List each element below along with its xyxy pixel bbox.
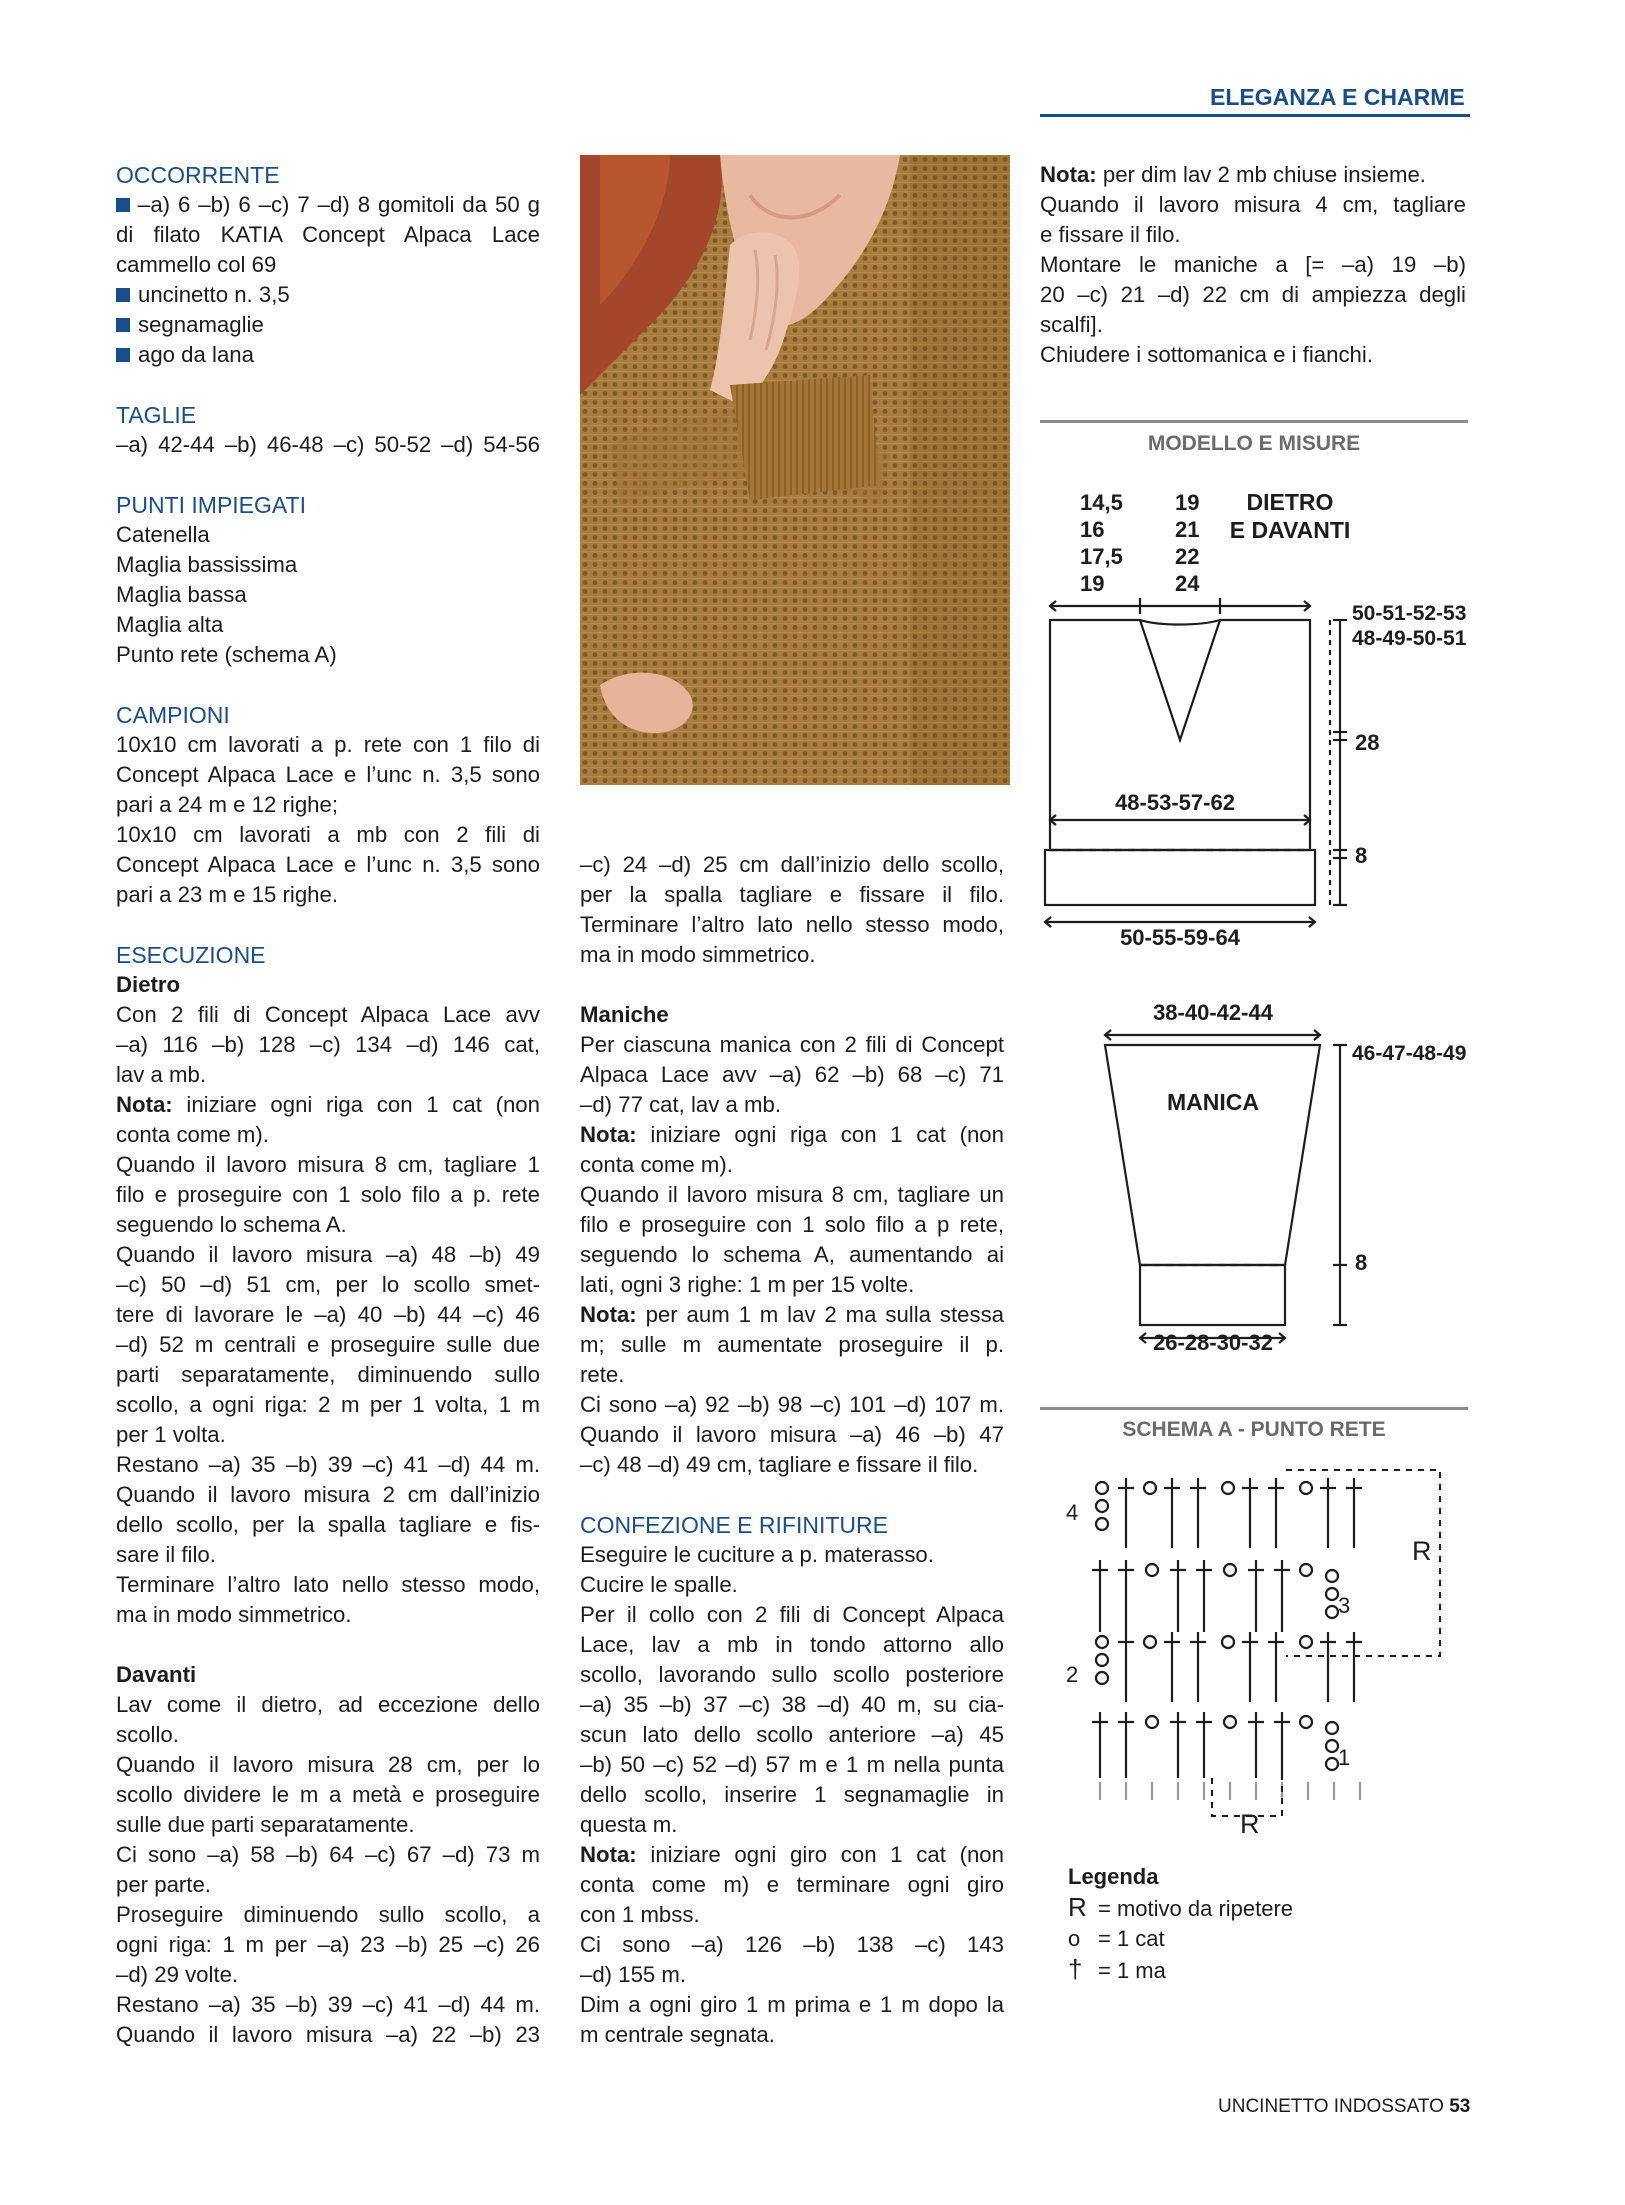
dietro-line: Quando il lavoro misura 8 cm, tagliare 1 <box>116 1152 540 1177</box>
sweater-photo <box>580 155 1010 785</box>
treble-icon <box>1274 1712 1290 1778</box>
treble-icon <box>1196 1712 1212 1778</box>
footer-magazine: UNCINETTO INDOSSATO <box>1218 2096 1444 2117</box>
dietro-line: parti separatamente, diminuendo sullo <box>116 1362 540 1387</box>
chain-icon <box>1144 1482 1156 1494</box>
occorrente-yarn-line: di filato KATIA Concept Alpaca Lace <box>116 222 540 247</box>
punti-item: Maglia bassissima <box>116 552 298 577</box>
heading-punti: PUNTI IMPIEGATI <box>116 492 306 518</box>
neck-value: 19 <box>1175 490 1200 515</box>
width-upper-label: 48-53-57-62 <box>1115 790 1235 815</box>
dietro-line: scollo, a ogni riga: 2 m per 1 volta, 1 m <box>116 1392 540 1417</box>
subheading-davanti: Davanti <box>116 1662 197 1687</box>
maniche-line: rete. <box>580 1362 625 1387</box>
diagram-title: MODELLO E MISURE <box>1147 432 1361 455</box>
dietro-line: –d) 52 m centrali e proseguire sulle due <box>116 1332 540 1357</box>
treble-icon <box>1118 1632 1134 1702</box>
column-right <box>1040 160 1466 370</box>
shoulder-value: 16 <box>1080 517 1105 542</box>
subheading-dietro: Dietro <box>116 972 181 997</box>
treble-icon <box>1242 1632 1258 1702</box>
chain-icon <box>1144 1636 1156 1648</box>
chain-icon <box>1300 1564 1312 1576</box>
chain-icon <box>1146 1564 1158 1576</box>
neck-depth-label: 28 <box>1355 730 1380 755</box>
body-label: E DAVANTI <box>1229 517 1351 543</box>
dietro-line: dello scollo, per la spalla tagliare e fis- <box>116 1512 540 1537</box>
maniche-line: Per ciascuna manica con 2 fili di Concept <box>580 1032 1004 1057</box>
col3-line: scalfi]. <box>1040 312 1103 337</box>
width-lower-label: 50-55-59-64 <box>1120 925 1240 950</box>
legend-text: = motivo da ripetere <box>1098 1896 1294 1921</box>
treble-symbol-icon: † <box>1068 1954 1083 1984</box>
sleeve-length-label: 46-47-48-49 <box>1352 1042 1467 1065</box>
dietro-line: Quando il lavoro misura –a) 48 –b) 49 <box>116 1242 540 1267</box>
dietro-line: lav a mb. <box>116 1062 207 1087</box>
nota-text: iniziare ogni riga con 1 cat (non <box>172 1092 540 1117</box>
maniche-nota-line <box>580 1300 1004 1330</box>
treble-icon <box>1248 1560 1264 1632</box>
legend-row <box>1068 1954 1408 1986</box>
sleeve-rib-label: 8 <box>1355 1250 1368 1275</box>
nota-text: iniziare ogni giro con 1 cat (non <box>636 1842 1004 1867</box>
maniche-line: conta come m). <box>580 1152 733 1177</box>
confezione-line: scun lato dello scollo anteriore –a) 45 <box>580 1722 1004 1747</box>
chain-icon <box>1224 1564 1236 1576</box>
dietro-line: conta come m). <box>116 1122 269 1147</box>
maniche-line: Ci sono –a) 92 –b) 98 –c) 101 –d) 107 m. <box>580 1392 1004 1417</box>
campioni-line: Concept Alpaca Lace e l’unc n. 3,5 sono <box>116 852 540 877</box>
treble-icon <box>1164 1478 1180 1548</box>
heading-confezione: CONFEZIONE E RIFINITURE <box>580 1512 888 1538</box>
subheading-maniche: Maniche <box>580 1002 669 1027</box>
row-label: 4 <box>1066 1500 1079 1525</box>
chain-icon <box>1326 1758 1338 1770</box>
maniche-line: seguendo lo schema A, aumentando ai <box>580 1242 1004 1267</box>
dietro-line: seguendo lo schema A. <box>116 1212 347 1237</box>
dietro-line: Quando il lavoro misura 2 cm dall’inizio <box>116 1482 540 1507</box>
chain-icon <box>1300 1716 1312 1728</box>
chain-icon <box>1096 1636 1108 1648</box>
shoulder-value: 17,5 <box>1080 544 1123 569</box>
occorrente-item-markers <box>116 310 540 340</box>
chain-icon <box>1146 1716 1158 1728</box>
header-rule <box>1040 114 1470 117</box>
dietro-line: Terminare l’altro lato nello stesso modo, <box>116 1572 540 1597</box>
legend <box>1068 1862 1408 1986</box>
punti-item: Catenella <box>116 522 210 547</box>
stitch-chart <box>1060 1460 1450 1840</box>
davanti-line: sulle due parti separatamente. <box>116 1812 415 1837</box>
nota-label: Nota: <box>580 1302 637 1327</box>
treble-icon <box>1346 1632 1362 1702</box>
col3-nota-line <box>1040 160 1466 190</box>
dietro-line: per 1 volta. <box>116 1422 226 1447</box>
heading-campioni: CAMPIONI <box>116 702 230 728</box>
dietro-line: tere di lavorare le –a) 40 –b) 44 –c) 46 <box>116 1302 540 1327</box>
dietro-line: sare il filo. <box>116 1542 216 1567</box>
taglie-text: –a) 42-44 –b) 46-48 –c) 50-52 –d) 54-56 <box>116 432 540 457</box>
campioni-line: 10x10 cm lavorati a p. rete con 1 filo di <box>116 732 540 757</box>
campioni-line: Concept Alpaca Lace e l’unc n. 3,5 sono <box>116 762 540 787</box>
neck-value: 21 <box>1175 517 1200 542</box>
nota-text: iniziare ogni riga con 1 cat (non <box>636 1122 1004 1147</box>
punti-item: Punto rete (schema A) <box>116 642 337 667</box>
body-label: DIETRO <box>1246 489 1334 515</box>
davanti-line: Restano –a) 35 –b) 39 –c) 41 –d) 44 m. <box>116 1992 540 2017</box>
nota-label: Nota: <box>580 1842 637 1867</box>
davanti-line: Proseguire diminuendo sullo scollo, a <box>116 1902 540 1927</box>
chain-icon <box>1326 1588 1338 1600</box>
maniche-line: filo e proseguire con 1 solo filo a p rete, <box>580 1212 1004 1237</box>
confezione-line: conta come m) e terminare ogni giro <box>580 1872 1004 1897</box>
nota-label: Nota: <box>580 1122 637 1147</box>
occorrente-hook-text: uncinetto n. 3,5 <box>138 282 290 307</box>
neck-value: 22 <box>1175 544 1200 569</box>
row-label: 1 <box>1338 1745 1351 1770</box>
confezione-line: con 1 mbss. <box>580 1902 700 1927</box>
cont-line: Terminare l’altro lato nello stesso modo, <box>580 912 1004 937</box>
bullet-square-icon <box>116 288 130 302</box>
col3-line: 20 –c) 21 –d) 22 cm di ampiezza degli <box>1040 282 1466 307</box>
treble-icon <box>1170 1560 1186 1632</box>
confezione-line: m centrale segnata. <box>580 2022 775 2047</box>
legend-text: = 1 ma <box>1098 1958 1166 1983</box>
maniche-nota-line <box>580 1120 1004 1150</box>
col3-line: Montare le maniche a [= –a) 19 –b) <box>1040 252 1466 277</box>
col3-line: Quando il lavoro misura 4 cm, tagliare <box>1040 192 1466 217</box>
treble-icon <box>1164 1632 1180 1702</box>
chain-icon <box>1096 1482 1108 1494</box>
body-rib <box>1045 850 1315 905</box>
occorrente-markers-text: segnamaglie <box>138 312 264 337</box>
height-total-label: 48-49-50-51 <box>1352 627 1467 650</box>
repeat-label: R <box>1412 1536 1432 1566</box>
schema-rule <box>1040 1407 1468 1410</box>
occorrente-needle-text: ago da lana <box>138 342 254 367</box>
treble-icon <box>1242 1478 1258 1548</box>
stitch-symbols <box>1092 1478 1362 1778</box>
heading-taglie: TAGLIE <box>116 402 197 428</box>
maniche-line: –c) 48 –d) 49 cm, tagliare e fissare il filo. <box>580 1452 979 1477</box>
neck-value: 24 <box>1175 571 1200 596</box>
punti-item: Maglia alta <box>116 612 224 637</box>
diagram-rule <box>1040 420 1468 423</box>
campioni-line: pari a 23 m e 15 righe. <box>116 882 339 907</box>
treble-icon <box>1268 1478 1284 1548</box>
dietro-line: –c) 50 –d) 51 cm, per lo scollo smet- <box>116 1272 540 1297</box>
confezione-line: Eseguire le cuciture a p. materasso. <box>580 1542 934 1567</box>
treble-icon <box>1196 1560 1212 1632</box>
chain-icon <box>1326 1722 1338 1734</box>
dietro-line: Con 2 fili di Concept Alpaca Lace avv <box>116 1002 540 1027</box>
footer <box>1218 2096 1470 2118</box>
confezione-line: Cucire le spalle. <box>580 1572 738 1597</box>
confezione-line: questa m. <box>580 1812 678 1837</box>
davanti-line: per parte. <box>116 1872 211 1897</box>
confezione-line: Per il collo con 2 fili di Concept Alpaca <box>580 1602 1004 1627</box>
maniche-line: –d) 77 cat, lav a mb. <box>580 1092 782 1117</box>
confezione-line: scollo, lavorando sullo scollo posteriore <box>580 1662 1004 1687</box>
repeat-symbol-icon: R <box>1068 1892 1087 1922</box>
chain-icon <box>1096 1518 1108 1530</box>
nota-label: Nota: <box>116 1092 173 1117</box>
row-label: 2 <box>1066 1662 1079 1687</box>
rib-height-label: 8 <box>1355 843 1368 868</box>
chain-icon <box>1096 1500 1108 1512</box>
occorrente-item-hook <box>116 280 540 310</box>
dietro-line: Restano –a) 35 –b) 39 –c) 41 –d) 44 m. <box>116 1452 540 1477</box>
treble-icon <box>1320 1632 1336 1702</box>
confezione-line: Ci sono –a) 126 –b) 138 –c) 143 <box>580 1932 1004 1957</box>
col3-line: e fissare il filo. <box>1040 222 1181 247</box>
chain-icon <box>1096 1654 1108 1666</box>
confezione-nota-line <box>580 1840 1004 1870</box>
chain-icon <box>1326 1606 1338 1618</box>
sleeve-rib <box>1140 1265 1285 1325</box>
page-number: 53 <box>1449 2096 1471 2117</box>
sleeve-bottom-label: 26-28-30-32 <box>1153 1330 1273 1355</box>
confezione-line: –a) 35 –b) 37 –c) 38 –d) 40 m, su cia- <box>580 1692 1004 1717</box>
shoulder-value: 19 <box>1080 571 1105 596</box>
treble-icon <box>1268 1632 1284 1702</box>
column-left <box>116 160 540 2050</box>
chain-icon <box>1224 1716 1236 1728</box>
occorrente-yarn-line: –a) 6 –b) 6 –c) 7 –d) 8 gomitoli da 50 g <box>138 192 540 217</box>
height-total-label: 50-51-52-53 <box>1352 602 1467 625</box>
sleeve-outline <box>1105 1045 1320 1265</box>
sweater-illustration <box>580 155 1010 785</box>
sleeve-label: MANICA <box>1167 1089 1259 1115</box>
repeat-label: R <box>1240 1809 1260 1839</box>
section-title: ELEGANZA E CHARME <box>1210 84 1465 110</box>
davanti-line: Quando il lavoro misura 28 cm, per lo <box>116 1752 540 1777</box>
chain-icon <box>1300 1482 1312 1494</box>
neckline-v <box>1140 620 1220 740</box>
row-label: 3 <box>1338 1593 1351 1618</box>
treble-icon <box>1346 1478 1362 1548</box>
campioni-line: 10x10 cm lavorati a mb con 2 fili di <box>116 822 540 847</box>
confezione-line: dello scollo, inserire 1 segnamaglie in <box>580 1782 1004 1807</box>
dietro-nota-line <box>116 1090 540 1120</box>
treble-icon <box>1118 1478 1134 1548</box>
dietro-line: ma in modo simmetrico. <box>116 1602 352 1627</box>
nota-text: per dim lav 2 mb chiuse insieme. <box>1096 162 1426 187</box>
occorrente-yarn-line: cammello col 69 <box>116 252 277 277</box>
sleeve-top-label: 38-40-42-44 <box>1153 1000 1273 1025</box>
chain-icon <box>1222 1482 1234 1494</box>
davanti-line: Ci sono –a) 58 –b) 64 –c) 67 –d) 73 m <box>116 1842 540 1867</box>
treble-icon <box>1248 1712 1264 1778</box>
legend-title: Legenda <box>1068 1864 1159 1889</box>
legend-row <box>1068 1892 1408 1924</box>
nota-label: Nota: <box>1040 162 1097 187</box>
heading-esecuzione: ESECUZIONE <box>116 942 266 968</box>
treble-icon <box>1118 1560 1134 1632</box>
confezione-line: Dim a ogni giro 1 m prima e 1 m dopo la <box>580 1992 1004 2017</box>
chain-icon <box>1096 1672 1108 1684</box>
chain-icon <box>1300 1636 1312 1648</box>
confezione-line: –b) 50 –c) 52 –d) 57 m e 1 m nella punta <box>580 1752 1004 1777</box>
chain-symbol-icon: o <box>1068 1926 1081 1951</box>
confezione-line: Lace, lav a mb in tondo attorno allo <box>580 1632 1004 1657</box>
measurement-diagram <box>1030 470 1480 1370</box>
nota-text: per aum 1 m lav 2 ma sulla stessa <box>636 1302 1004 1327</box>
treble-icon <box>1092 1560 1108 1632</box>
dietro-line: filo e proseguire con 1 solo filo a p. rete <box>116 1182 540 1207</box>
cont-line: ma in modo simmetrico. <box>580 942 816 967</box>
maniche-line: lati, ogni 3 righe: 1 m per 15 volte. <box>580 1272 915 1297</box>
col3-line: Chiudere i sottomanica e i fianchi. <box>1040 342 1373 367</box>
chain-icon <box>1222 1636 1234 1648</box>
occorrente-item-yarn <box>116 190 540 220</box>
body-outline <box>1050 620 1310 850</box>
shoulder-value: 14,5 <box>1080 490 1123 515</box>
foundation-chain-marks <box>1100 1782 1360 1800</box>
treble-icon <box>1190 1632 1206 1702</box>
bullet-square-icon <box>116 198 130 212</box>
chain-icon <box>1326 1740 1338 1752</box>
maniche-line: m; sulle m aumentate proseguire il p. <box>580 1332 1004 1357</box>
heading-occorrente: OCCORRENTE <box>116 162 280 188</box>
maniche-line: Alpaca Lace avv –a) 62 –b) 68 –c) 71 <box>580 1062 1004 1087</box>
davanti-line: Quando il lavoro misura –a) 22 –b) 23 <box>116 2022 540 2047</box>
campioni-line: pari a 24 m e 12 righe; <box>116 792 339 817</box>
legend-row <box>1068 1924 1408 1954</box>
treble-icon <box>1190 1478 1206 1548</box>
treble-icon <box>1320 1478 1336 1548</box>
cont-line: –c) 24 –d) 25 cm dall’inizio dello scollo, <box>580 852 1004 877</box>
treble-icon <box>1274 1560 1290 1632</box>
treble-icon <box>1092 1712 1108 1778</box>
confezione-line: –d) 155 m. <box>580 1962 687 1987</box>
davanti-line: scollo. <box>116 1722 179 1747</box>
bullet-square-icon <box>116 348 130 362</box>
legend-text: = 1 cat <box>1098 1926 1165 1951</box>
davanti-line: Lav come il dietro, ad eccezione dello <box>116 1692 540 1717</box>
chain-icon <box>1326 1570 1338 1582</box>
maniche-line: Quando il lavoro misura –a) 46 –b) 47 <box>580 1422 1004 1447</box>
column-middle <box>580 850 1004 2050</box>
bullet-square-icon <box>116 318 130 332</box>
davanti-line: scollo dividere le m a metà e proseguire <box>116 1782 540 1807</box>
punti-item: Maglia bassa <box>116 582 247 607</box>
davanti-line: ogni riga: 1 m per –a) 23 –b) 25 –c) 26 <box>116 1932 540 1957</box>
cont-line: per la spalla tagliare e fissare il filo. <box>580 882 1004 907</box>
dietro-line: –a) 116 –b) 128 –c) 134 –d) 146 cat, <box>116 1032 540 1057</box>
treble-icon <box>1170 1712 1186 1778</box>
schema-title: SCHEMA A - PUNTO RETE <box>1122 1418 1386 1441</box>
maniche-line: Quando il lavoro misura 8 cm, tagliare un <box>580 1182 1004 1207</box>
davanti-line: –d) 29 volte. <box>116 1962 239 1987</box>
occorrente-item-needle <box>116 340 540 370</box>
treble-icon <box>1118 1712 1134 1778</box>
